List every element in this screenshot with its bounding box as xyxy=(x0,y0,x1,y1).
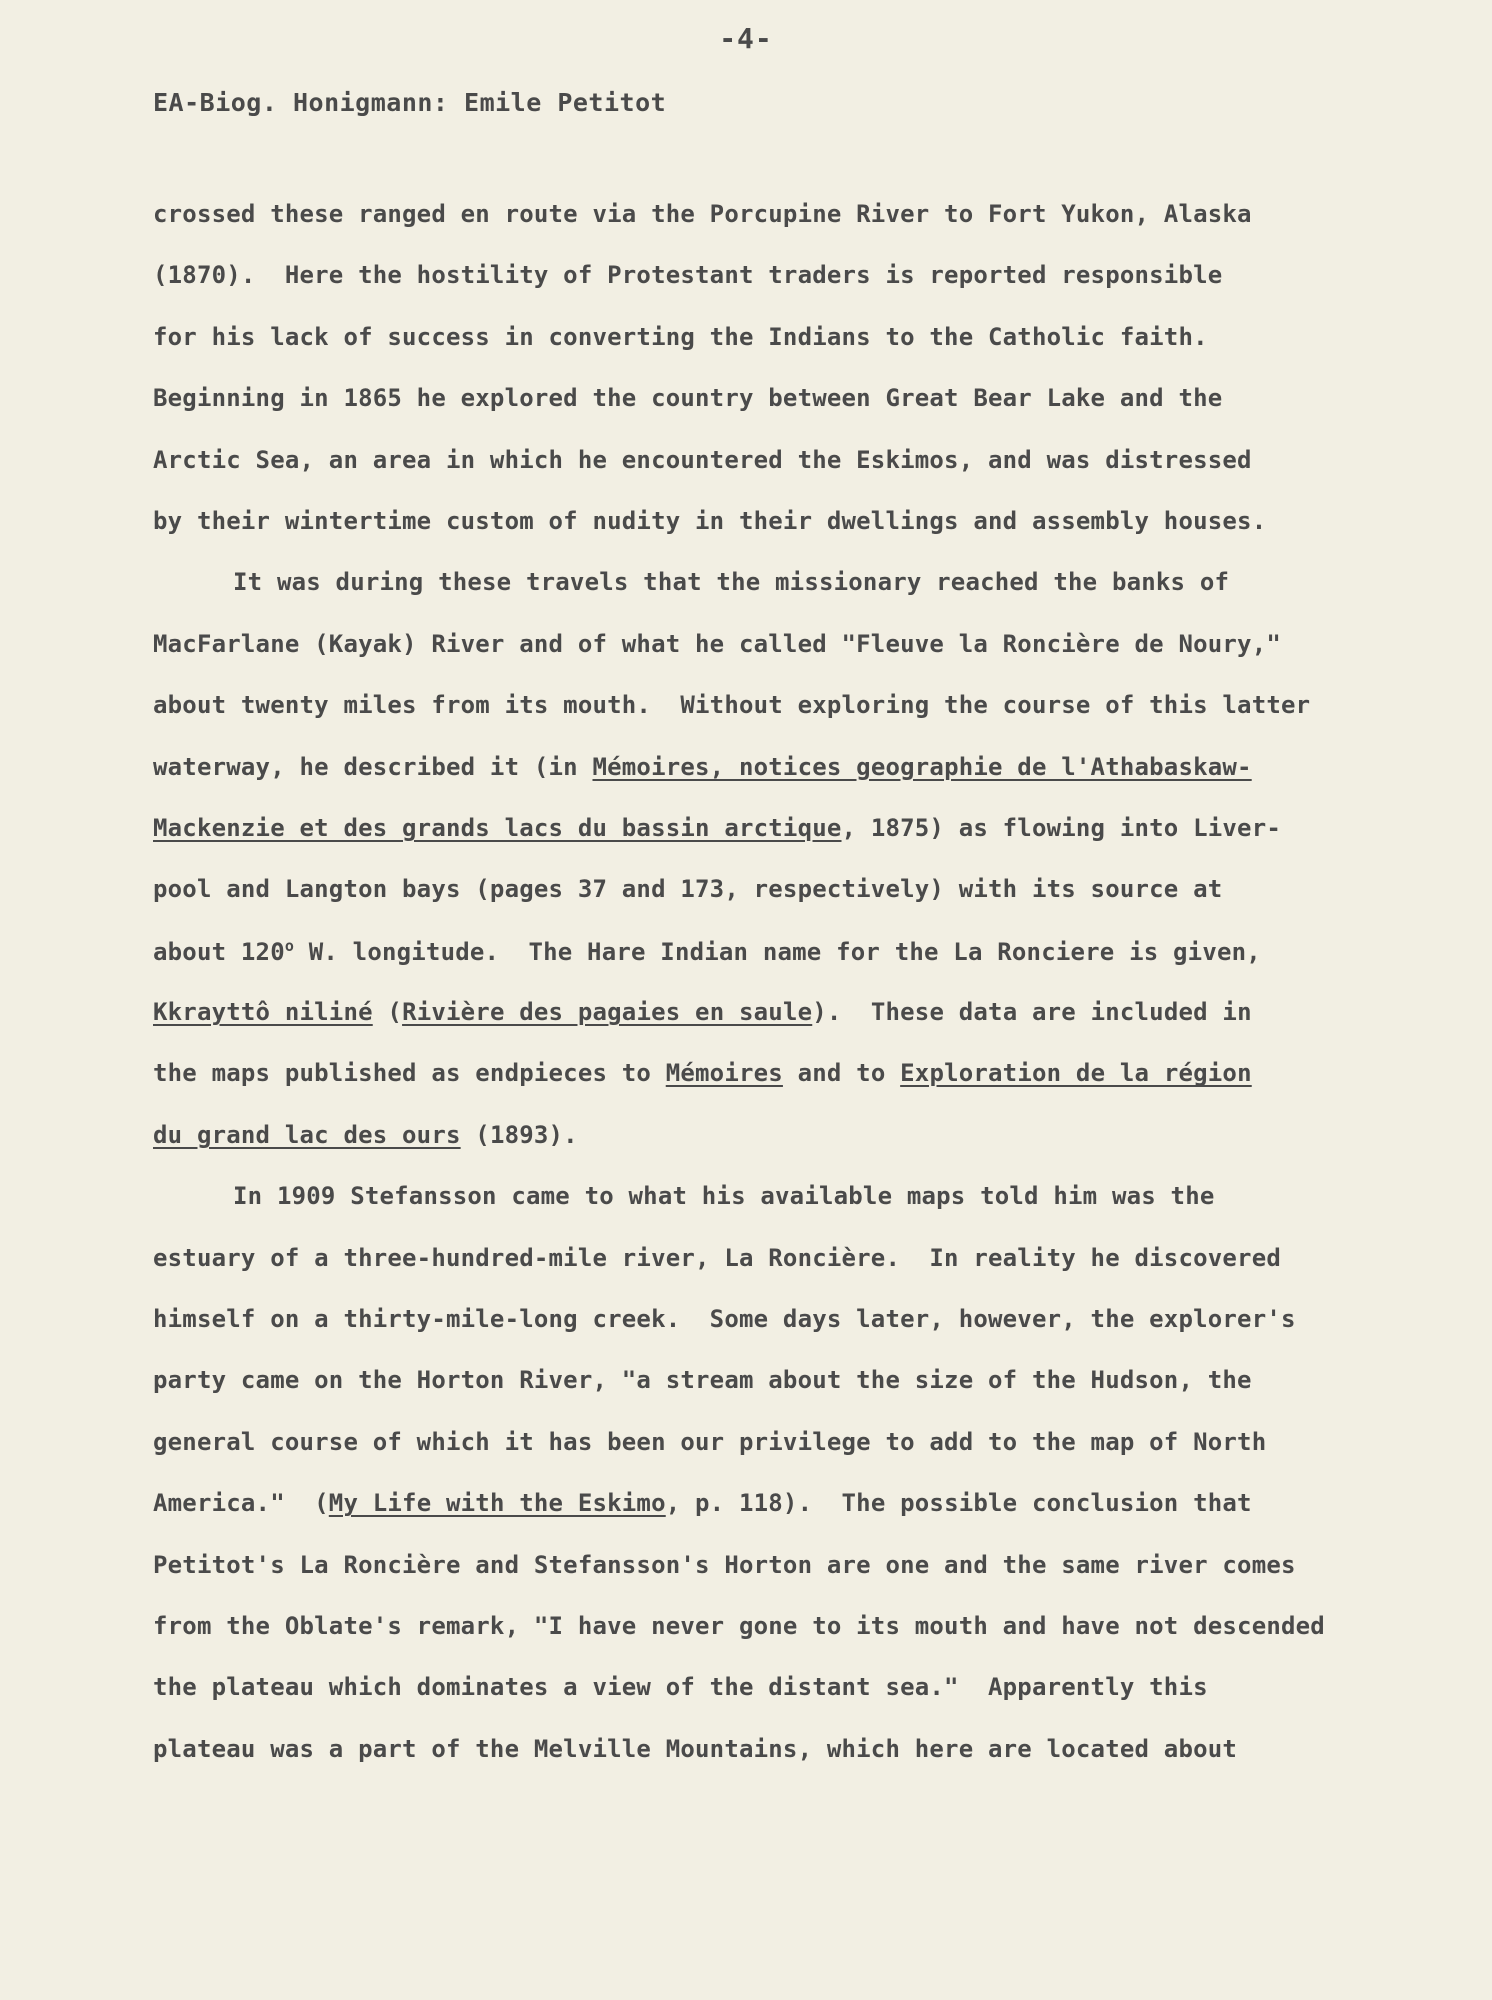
text-line: about twenty miles from its mouth. Without exploring the course of this latter xyxy=(153,691,1311,720)
degree-superscript: o xyxy=(284,936,295,955)
text-segment: ( xyxy=(372,998,403,1027)
text-line: It was during these travels that the missionary reached the banks of xyxy=(233,568,1230,597)
underlined-title: Exploration de la région xyxy=(900,1059,1252,1088)
underlined-title: Mackenzie et des grands lacs du bassin arctique xyxy=(153,813,842,842)
text-line xyxy=(153,937,1383,998)
text-line: from the Oblate's remark, "I have never gone to its mouth and have not descended xyxy=(153,1611,1325,1640)
text-line: estuary of a three-hundred-mile river, La Roncière. In reality he discovered xyxy=(153,1243,1281,1272)
text-segment: waterway, he described it (in xyxy=(153,752,593,781)
text-line xyxy=(153,753,1383,814)
text-segment: W. longitude. The Hare Indian name for the La Ronciere is given, xyxy=(294,937,1261,966)
body-text xyxy=(153,200,1383,1796)
text-line: pool and Langton bays (pages 37 and 173, respectively) with its source at xyxy=(153,875,1223,904)
text-line: crossed these ranged en route via the Porcupine River to Fort Yukon, Alaska xyxy=(153,200,1252,228)
text-line: for his lack of success in converting the Indians to the Catholic faith. xyxy=(153,322,1208,351)
underlined-title: Mémoires, notices geographie de l'Athabaskaw- xyxy=(592,752,1252,781)
text-line: In 1909 Stefansson came to what his available maps told him was the xyxy=(233,1182,1215,1211)
text-line xyxy=(153,814,1383,875)
text-line: Petitot's La Roncière and Stefansson's Horton are one and the same river comes xyxy=(153,1550,1296,1579)
text-line: party came on the Horton River, "a stream about the size of the Hudson, the xyxy=(153,1366,1252,1395)
text-line: plateau was a part of the Melville Mountains, which here are located about xyxy=(153,1734,1238,1763)
text-segment: about 120 xyxy=(153,937,285,966)
text-segment: the maps published as endpieces to xyxy=(153,1059,666,1088)
text-line xyxy=(153,998,1383,1059)
text-line: (1870). Here the hostility of Protestant traders is reported responsible xyxy=(153,261,1223,290)
page-number: -4- xyxy=(719,22,773,55)
text-line xyxy=(153,1059,1383,1120)
underlined-term: Kkrayttô niliné xyxy=(153,998,373,1027)
underlined-title: Mémoires xyxy=(665,1059,783,1088)
text-segment: (1893). xyxy=(460,1120,578,1149)
text-segment: America." ( xyxy=(153,1489,329,1518)
text-line: Beginning in 1865 he explored the country between Great Bear Lake and the xyxy=(153,384,1223,413)
text-line: himself on a thirty-mile-long creek. Some days later, however, the explorer's xyxy=(153,1305,1296,1334)
document-header: EA-Biog. Honigmann: Emile Petitot xyxy=(153,88,667,117)
text-line xyxy=(153,1489,1383,1550)
text-line: Arctic Sea, an area in which he encountered the Eskimos, and was distressed xyxy=(153,445,1252,474)
text-segment: , p. 118). The possible conclusion that xyxy=(665,1489,1252,1518)
underlined-title: du grand lac des ours xyxy=(153,1120,461,1149)
text-segment: and to xyxy=(782,1059,901,1088)
text-line: general course of which it has been our privilege to add to the map of North xyxy=(153,1427,1267,1456)
text-segment: ). These data are included in xyxy=(812,998,1252,1027)
text-line xyxy=(153,1121,1383,1182)
underlined-term: Rivière des pagaies en saule xyxy=(402,998,813,1027)
text-segment: , 1875) as flowing into Liver- xyxy=(841,813,1281,842)
text-line: by their wintertime custom of nudity in their dwellings and assembly houses. xyxy=(153,506,1267,535)
text-line: MacFarlane (Kayak) River and of what he called "Fleuve la Roncière de Noury," xyxy=(153,629,1281,658)
text-line: the plateau which dominates a view of the distant sea." Apparently this xyxy=(153,1673,1208,1702)
underlined-title: My Life with the Eskimo xyxy=(328,1489,666,1518)
